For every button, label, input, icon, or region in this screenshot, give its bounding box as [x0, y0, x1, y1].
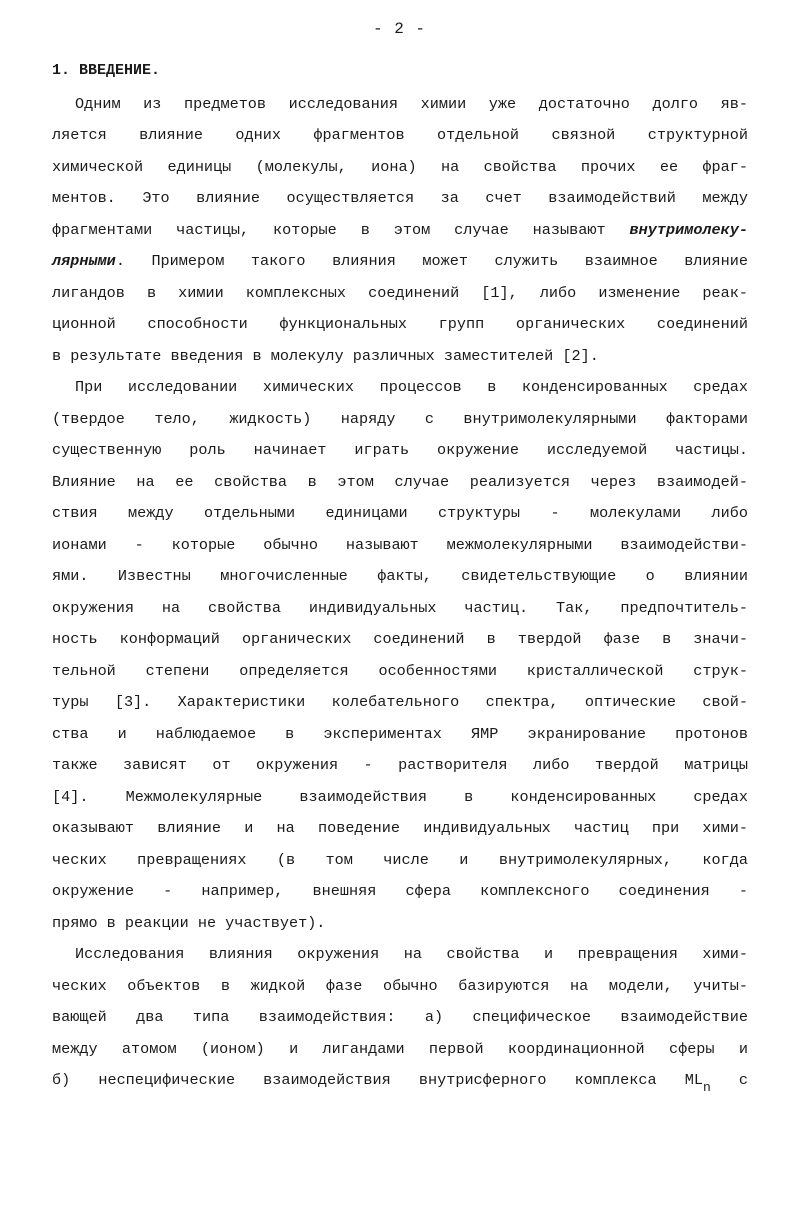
paragraph-2-line: тельной степени определяется особенностями кристаллической струк- [52, 662, 748, 680]
paragraph-2-line: туры [3]. Характеристики колебательного спектра, оптические свой- [52, 693, 748, 711]
paragraph-2-line: также зависят от окружения - растворителя либо твердой матрицы [52, 756, 748, 774]
paragraph-3-line: Исследования влияния окружения на свойства и превращения хими- [75, 945, 748, 963]
paragraph-1-line: ментов. Это влияние осуществляется за счет взаимодействий между [52, 189, 748, 207]
paragraph-3-line: между атомом (ионом) и лигандами первой координационной сферы и [52, 1040, 748, 1058]
paragraph-1-line [52, 220, 748, 240]
paragraph-1-line [52, 251, 748, 271]
paragraph-3-line: ческих объектов в жидкой фазе обычно базируются на модели, учиты- [52, 977, 748, 995]
section-heading: 1. ВВЕДЕНИЕ. [52, 62, 161, 79]
paragraph-2-line: [4]. Межмолекулярные взаимодействия в конденсированных средах [52, 788, 748, 806]
paragraph-2-line: окружение - например, внешняя сфера комплексного соединения - [52, 882, 748, 900]
subscript: n [702, 1080, 711, 1095]
text-run: фрагментами частицы, которые в этом случае называют [52, 221, 630, 239]
paragraph-1-line: ляется влияние одних фрагментов отдельной связной структурной [52, 126, 748, 144]
text-run: с [710, 1071, 748, 1089]
text-run: . Примером такого влияния может служить взаимное влияние [115, 252, 748, 270]
paragraph-2-line: ями. Известны многочисленные факты, свидетельствующие о влиянии [52, 567, 748, 585]
paragraph-2-line: прямо в реакции не участвует). [52, 914, 326, 932]
text-run: б) неспецифические взаимодействия внутрисферного комплекса ML [52, 1071, 703, 1089]
paragraph-1-line: в результате введения в молекулу различных заместителей [2]. [52, 347, 599, 365]
paragraph-2-line: оказывают влияние и на поведение индивидуальных частиц при хими- [52, 819, 748, 837]
paragraph-2-line: ства и наблюдаемое в экспериментах ЯМР экранирование протонов [52, 725, 748, 743]
paragraph-3-line [52, 1070, 748, 1095]
paragraph-2-line: ионами - которые обычно называют межмолекулярными взаимодействи- [52, 536, 748, 554]
emphasis-text: лярными [52, 252, 116, 270]
paragraph-1-line: лигандов в химии комплексных соединений [1], либо изменение реак- [52, 284, 748, 302]
paragraph-1-line: ционной способности функциональных групп органических соединений [52, 315, 748, 333]
paragraph-2-line: окружения на свойства индивидуальных частиц. Так, предпочтитель- [52, 599, 748, 617]
page-number: - 2 - [372, 20, 426, 38]
paragraph-2-line: существенную роль начинает играть окружение исследуемой частицы. [52, 441, 748, 459]
emphasis-text: внутримолеку- [629, 221, 748, 239]
paragraph-1-line: Одним из предметов исследования химии уже достаточно долго яв- [75, 95, 748, 113]
paragraph-2-line: ческих превращениях (в том числе и внутримолекулярных, когда [52, 851, 748, 869]
paragraph-3-line: вающей два типа взаимодействия: а) специфическое взаимодействие [52, 1008, 748, 1026]
paragraph-2-line: Влияние на ее свойства в этом случае реализуется через взаимодей- [52, 473, 748, 491]
paragraph-1-line: химической единицы (молекулы, иона) на свойства прочих ее фраг- [52, 158, 748, 176]
paragraph-2-line: ность конформаций органических соединений в твердой фазе в значи- [52, 630, 748, 648]
paragraph-2-line: ствия между отдельными единицами структуры - молекулами либо [52, 504, 748, 522]
paragraph-2-line: (твердое тело, жидкость) наряду с внутримолекулярными факторами [52, 410, 748, 428]
paragraph-2-line: При исследовании химических процессов в конденсированных средах [75, 378, 748, 396]
